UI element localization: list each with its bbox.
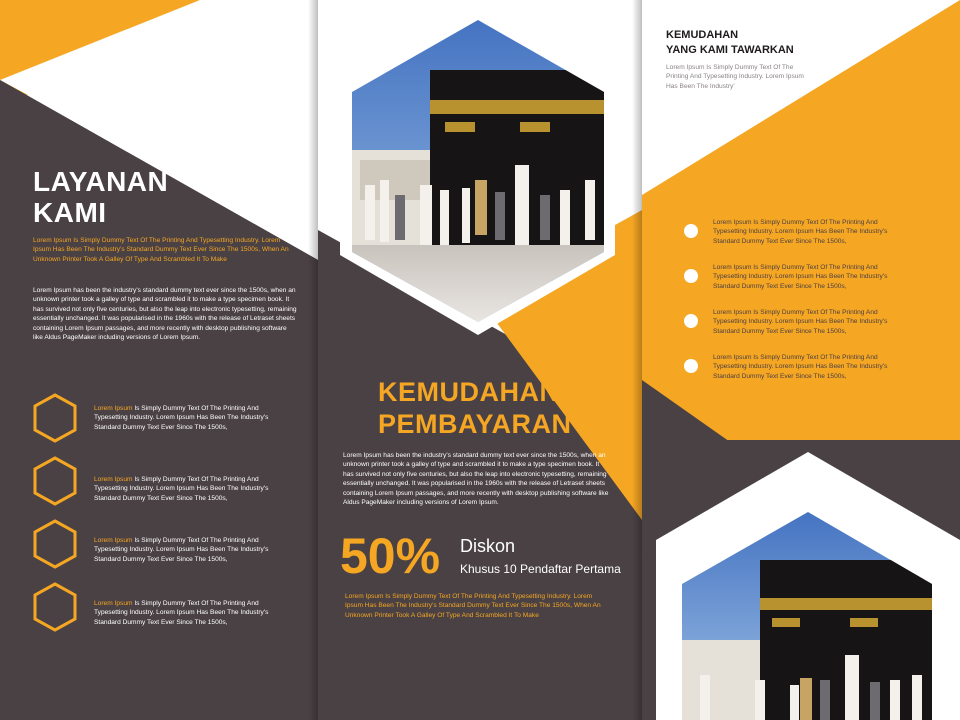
service-item-highlight: Lorem Ipsum (94, 476, 133, 483)
service-item-text: Is Simply Dummy Text Of The Printing And Typesetting Industry. Lorem Ipsum Has Been The Industry's Standard Dummy Text Ever Since The 1500s, (94, 405, 269, 431)
discount-value: 50% (340, 528, 441, 584)
offer-item-text: Lorem Ipsum Is Simply Dummy Text Of The Printing And Typesetting Industry. Lorem Ipsum Has Been The Industry's Standard Dummy Text Ever Since The 1500s, (713, 219, 888, 245)
offer-item-4 (684, 353, 934, 389)
left-panel-title (33, 166, 168, 228)
service-item-highlight: Lorem Ipsum (94, 405, 133, 412)
middle-title-line2: PEMBAYARAN (378, 409, 572, 439)
left-panel (0, 0, 318, 720)
right-title-line2: YANG KAMI TAWARKAN (666, 44, 794, 56)
service-item-text: Is Simply Dummy Text Of The Printing And Typesetting Industry. Lorem Ipsum Has Been The Industry's Standard Dummy Text Ever Since The 1500s, (94, 600, 269, 626)
offer-item-1 (684, 218, 934, 254)
right-intro-text: Lorem Ipsum Is Simply Dummy Text Of The Printing And Typesetting Industry. Lorem Ipsum Has Been The Industry' (666, 64, 804, 90)
offer-item-text: Lorem Ipsum Is Simply Dummy Text Of The Printing And Typesetting Industry. Lorem Ipsum Has Been The Industry's Standard Dummy Text Ever Since The 1500s, (713, 264, 888, 290)
middle-title-line1: KEMUDAHAN (378, 377, 560, 407)
bullet-dot (684, 269, 698, 283)
middle-panel (318, 0, 642, 720)
bullet-dot (684, 359, 698, 373)
offer-item-text: Lorem Ipsum Is Simply Dummy Text Of The Printing And Typesetting Industry. Lorem Ipsum Has Been The Industry's Standard Dummy Text Ever Since The 1500s, (713, 309, 888, 335)
offer-item-3 (684, 308, 934, 344)
bullet-dot (684, 224, 698, 238)
left-title-line1: LAYANAN (33, 166, 169, 197)
middle-panel-title (378, 376, 572, 440)
bullet-dot (684, 314, 698, 328)
left-title-line2: KAMI (33, 197, 107, 228)
right-title-line1: KEMUDAHAN (666, 29, 739, 41)
offer-item-2 (684, 263, 934, 299)
service-item-text: Is Simply Dummy Text Of The Printing And Typesetting Industry. Lorem Ipsum Has Been The Industry's Standard Dummy Text Ever Since The 1500s, (94, 476, 269, 502)
offer-item-text: Lorem Ipsum Is Simply Dummy Text Of The Printing And Typesetting Industry. Lorem Ipsum Has Been The Industry's Standard Dummy Text Ever Since The 1500s, (713, 354, 888, 380)
left-intro-text: Lorem Ipsum Is Simply Dummy Text Of The Printing And Typesetting Industry. Lorem Ipsum Has Been The Industry's Standard Dummy Text Ever Since The 1500s, When An Unknown Printer Took A Galley Of Type And Scrambled It To Make (33, 237, 289, 263)
service-item-text: Is Simply Dummy Text Of The Printing And Typesetting Industry. Lorem Ipsum Has Been The Industry's Standard Dummy Text Ever Since The 1500s, (94, 537, 269, 563)
right-panel-header (666, 28, 866, 91)
middle-body-text: Lorem Ipsum has been the industry's standard dummy text ever since the 1500s, when an unknown printer took a galley of type and scrambled it to make a type specimen book. It has survived not only five centuries, but also the leap into electronic typesetting, remaining essentially unchanged. It was popularised in the 1960s with the release of Letraset sheets containing Lorem Ipsum passages, and more recently with desktop publishing software like Aldus PageMaker including versions of Lorem Ipsum. (343, 452, 609, 507)
middle-footer-text: Lorem Ipsum Is Simply Dummy Text Of The Printing And Typesetting Industry. Lorem Ipsum Has Been The Industry's Standard Dummy Text Ever Since The 1500s, When An Unknown Printer Took A Galley Of Type And Scrambled It To Make (345, 593, 601, 619)
service-item-4 (0, 590, 320, 640)
service-item-highlight: Lorem Ipsum (94, 537, 133, 544)
service-item-2 (0, 466, 320, 516)
service-item-highlight: Lorem Ipsum (94, 600, 133, 607)
left-body-text: Lorem Ipsum has been the industry's standard dummy text ever since the 1500s, when an unknown printer took a galley of type and scrambled it to make a type specimen book. It has survived not only five centuries, but also the leap into electronic typesetting, remaining essentially unchanged. It was popularised in the 1960s with the release of Letraset sheets containing Lorem Ipsum passages, and more recently with desktop publishing software like Aldus PageMaker including versions of Lorem Ipsum. (33, 287, 297, 342)
service-item-1 (0, 395, 320, 445)
service-item-3 (0, 527, 320, 577)
discount-note: Khusus 10 Pendaftar Pertama (460, 562, 621, 576)
discount-label: Diskon (460, 536, 516, 556)
